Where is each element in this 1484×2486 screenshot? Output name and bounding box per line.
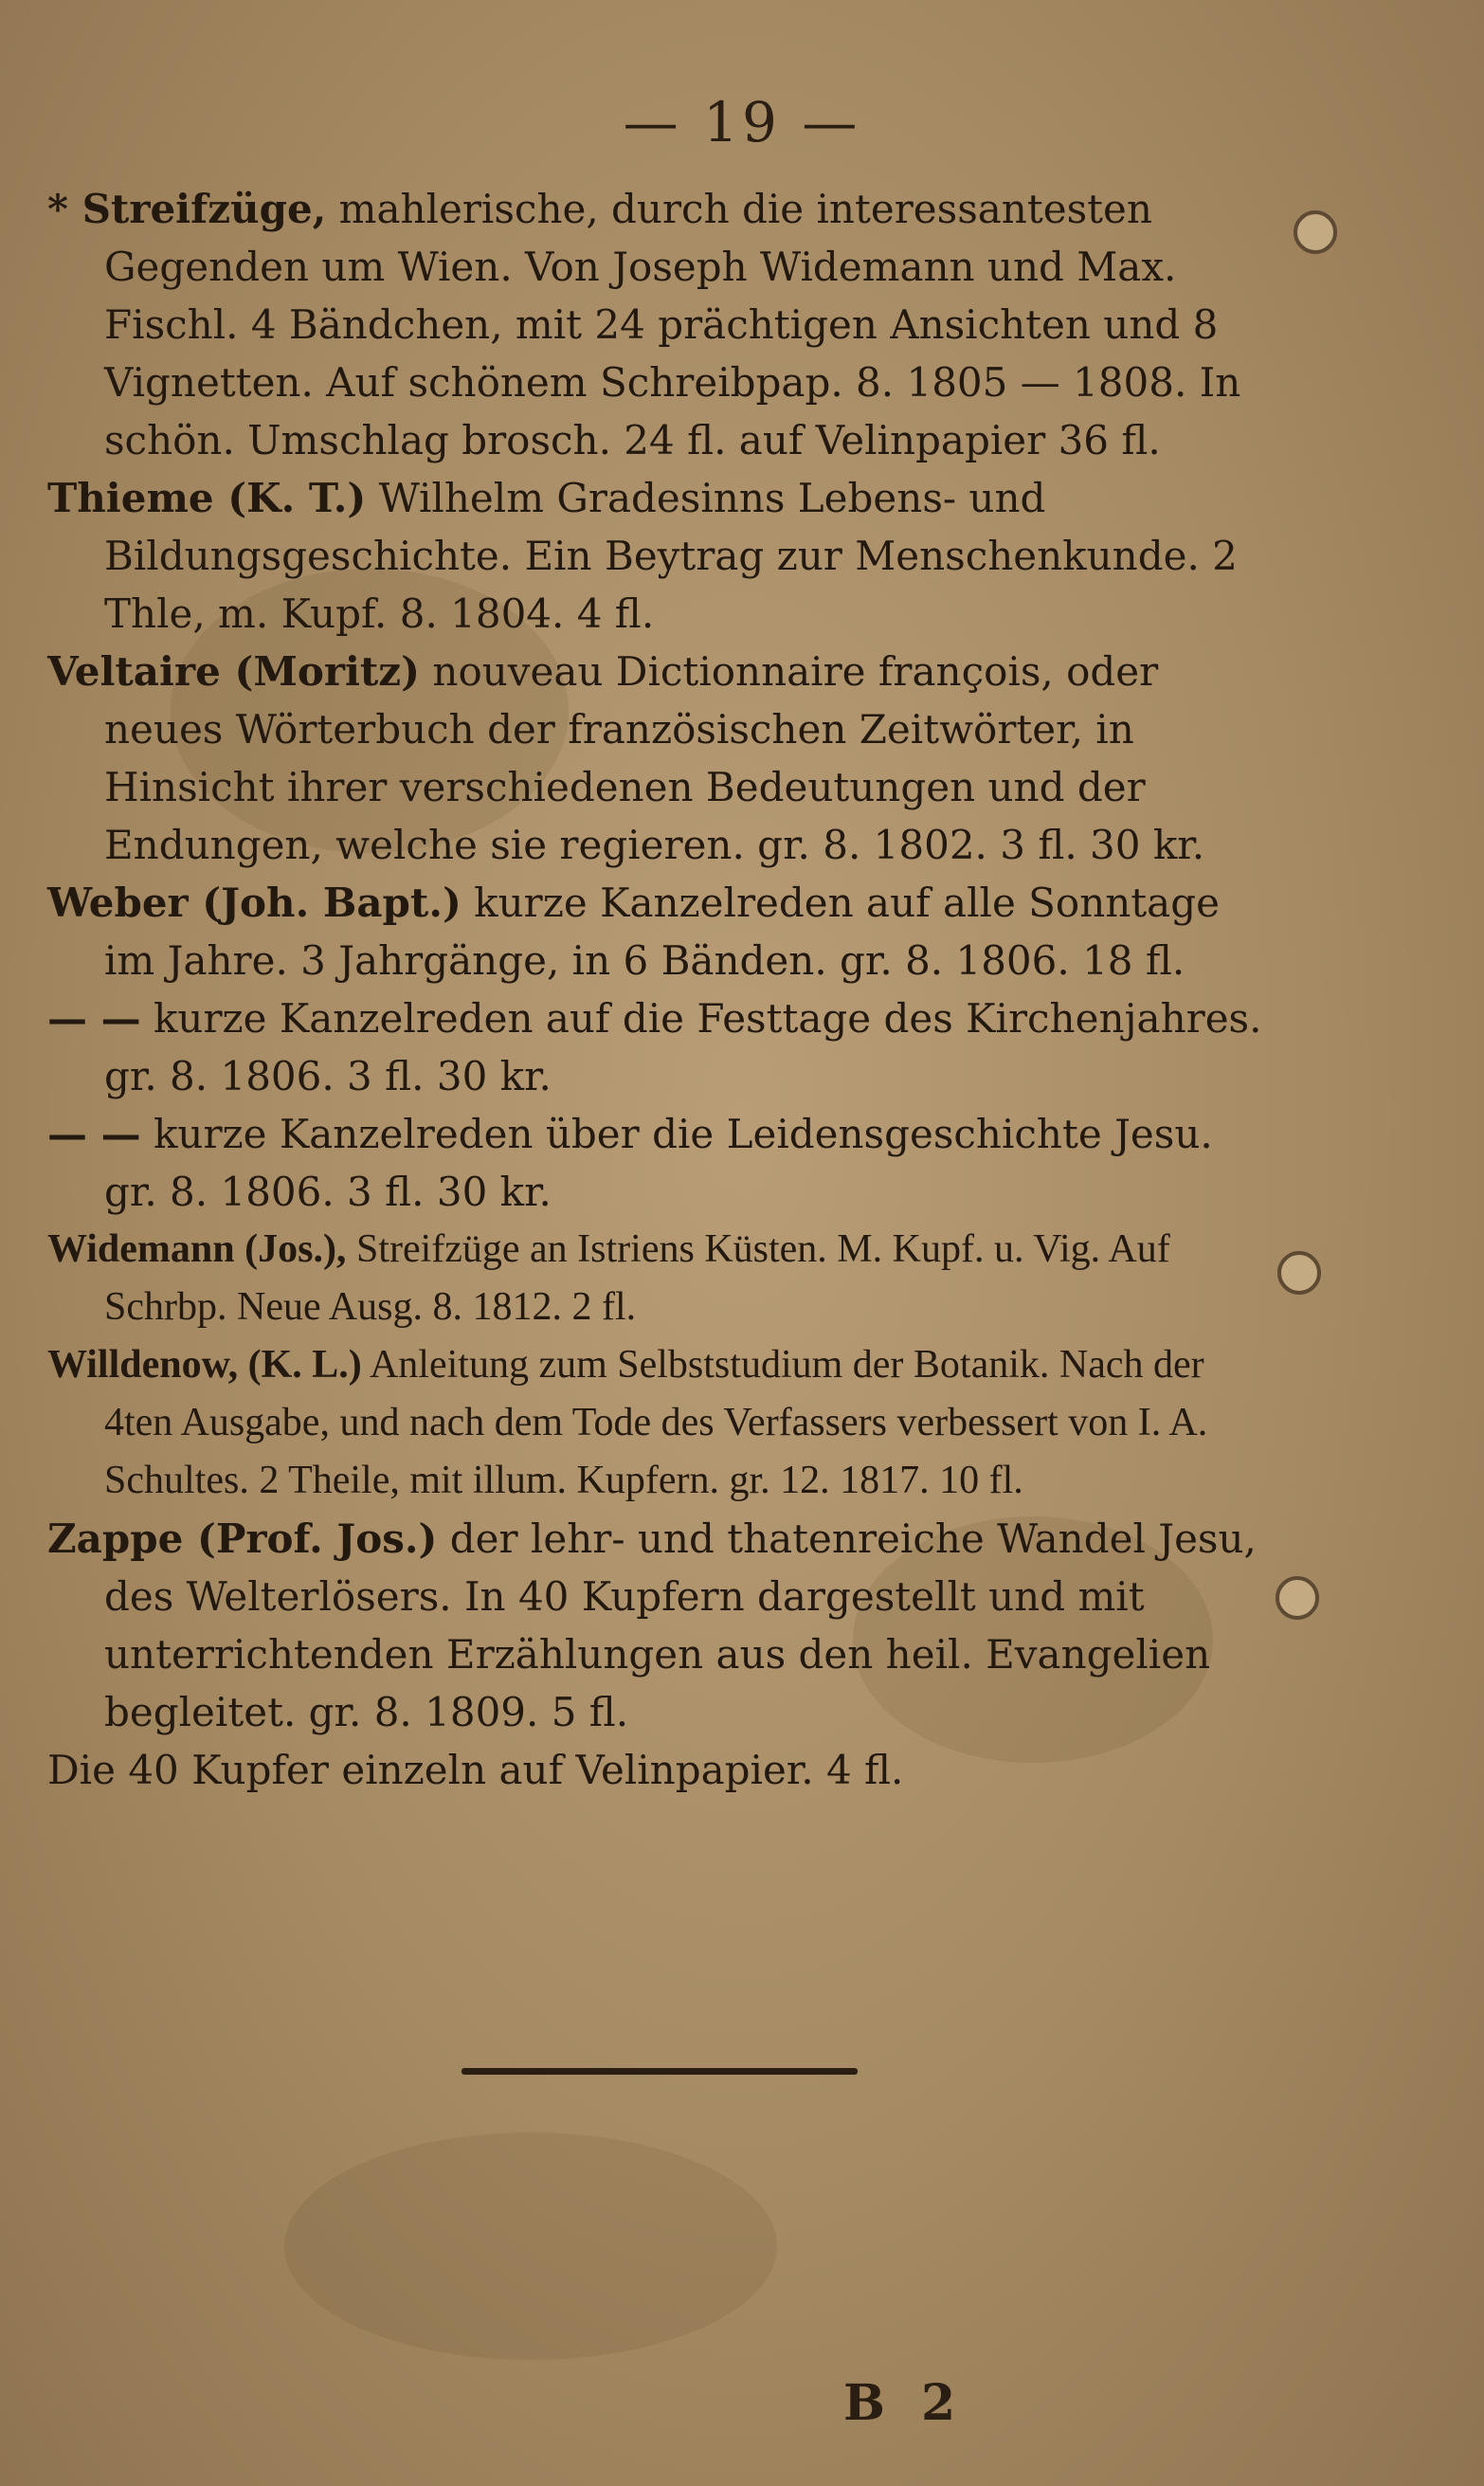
entry-thieme: Thieme (K. T.) Wilhelm Gradesinns Lebens- und Bildungsgeschichte. Ein Beytrag zur Menschenkunde. 2 Thle, m. Kupf. 8. 1804. 4 fl. bbox=[47, 475, 1238, 637]
entry-veltaire: Veltaire (Moritz) nouveau Dictionnaire françois, oder neues Wörterbuch der französischen Zeitwörter, in Hinsicht ihrer verschiedenen Bedeutungen und der Endungen, welche sie regieren. gr. 8. 1802. 3 fl. 30 kr. bbox=[47, 648, 1205, 868]
entry-weber-festtage: — — kurze Kanzelreden auf die Festtage des Kirchenjahres. gr. 8. 1806. 3 fl. 30 kr. bbox=[47, 995, 1262, 1099]
entry-weber-leidensgeschichte: — — kurze Kanzelreden über die Leidensgeschichte Jesu. gr. 8. 1806. 3 fl. 30 kr. bbox=[47, 1111, 1213, 1215]
binding-hole-icon bbox=[1277, 1251, 1321, 1295]
catalogue-entries bbox=[47, 180, 1270, 1799]
page-number: — 19 — bbox=[623, 90, 861, 154]
paper-stain bbox=[284, 2132, 777, 2360]
binding-hole-icon bbox=[1294, 210, 1337, 254]
binding-hole-icon bbox=[1276, 1576, 1319, 1620]
entry-weber-sonntage: Weber (Joh. Bapt.) kurze Kanzelreden auf alle Sonntage im Jahre. 3 Jahrgänge, in 6 Bänden. gr. 8. 1806. 18 fl. bbox=[47, 880, 1220, 984]
section-divider bbox=[461, 2068, 858, 2075]
entry-streifzuege: * Streifzüge, mahlerische, durch die interessantesten Gegenden um Wien. Von Joseph Widemann und Max. Fischl. 4 Bändchen, mit 24 prächtigen Ansichten und 8 Vignetten. Auf schönem Schreibpap. 8. 1805 — 1808. In schön. Umschlag brosch. 24 fl. auf Velinpapier 36 fl. bbox=[47, 186, 1241, 463]
entry-zappe: Zappe (Prof. Jos.) der lehr- und thatenreiche Wandel Jesu, des Welterlösers. In 40 Kupfern dargestellt und mit unterrichtenden Erzählungen aus den heil. Evangelien begleitet. gr. 8. 1809. 5 fl. bbox=[47, 1515, 1257, 1735]
entry-willdenow: Willdenow, (K. L.) Anleitung zum Selbststudium der Botanik. Nach der 4ten Ausgabe, und nach dem Tode des Verfassers verbessert von I. A. Schultes. 2 Theile, mit illum. Kupfern. gr. 12. 1817. 10 fl. bbox=[47, 1343, 1208, 1502]
printer-signature: B 2 bbox=[843, 2374, 966, 2432]
entry-addendum: Die 40 Kupfer einzeln auf Velinpapier. 4 fl. bbox=[47, 1747, 904, 1793]
entry-widemann: Widemann (Jos.), Streifzüge an Istriens Küsten. M. Kupf. u. Vig. Auf Schrbp. Neue Ausg. 8. 1812. 2 fl. bbox=[47, 1227, 1170, 1329]
